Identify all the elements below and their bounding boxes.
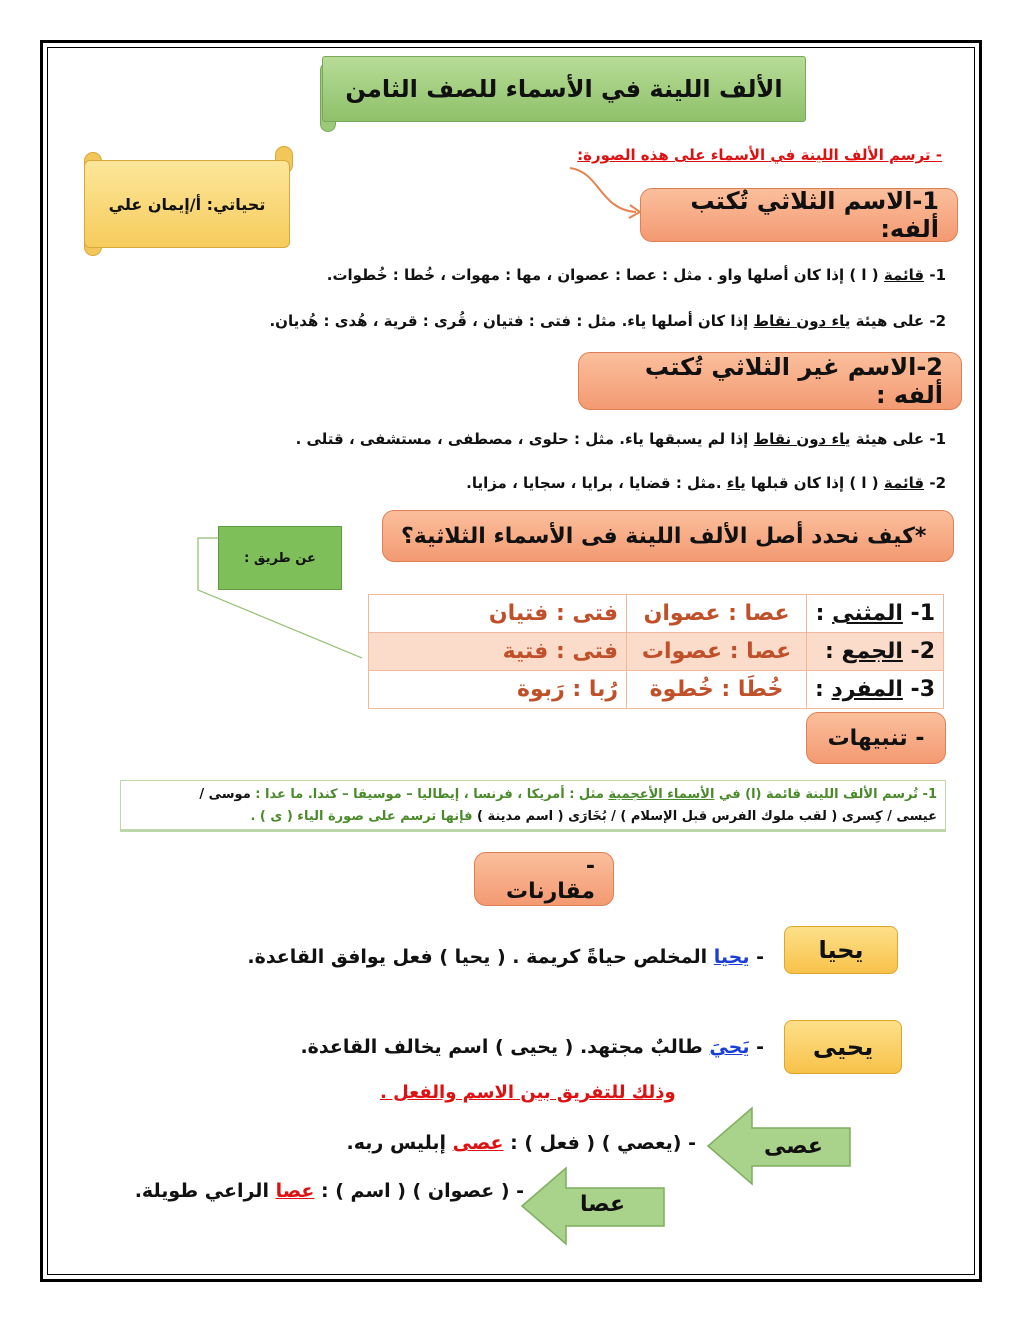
section1-rule2: 2- على هيئة ياء دون نقاط إذا كان أصلها ياء. مثل : فتى : فتيان ، قُرى : قرية ، هُدى : هُديان. xyxy=(269,312,946,330)
table-row: 3- المفرد : خُطَا : خُطوة رُبا : رَبوة xyxy=(369,671,944,709)
section1-heading: 1-الاسم الثلاثي تُكتب ألفه: xyxy=(640,188,958,242)
notes-line2: عيسى / كِسرى ( لقب ملوك الفرس قبل الإسلام ) / بُخَارَى ( اسم مدينة ) فإنها ترسم على صورة الياء ( ى ) . xyxy=(250,809,937,824)
word-box-yahya-noun: يحيى xyxy=(784,1020,902,1074)
teacher-name: تحياتي: أ/إيمان علي xyxy=(84,160,290,248)
side-note: عن طريق : xyxy=(218,526,342,590)
intro-note: - ترسم الألف اللينة في الأسماء على هذه الصورة: xyxy=(577,146,942,164)
section2-rule1: 1- على هيئة ياء دون نقاط إذا لم يسبقها ياء. مثل : حلوى ، مصطفى ، مستشفى ، قتلى . xyxy=(295,430,946,448)
notes-box xyxy=(120,780,946,832)
table-row: 1- المثنى : عصا : عصوان فتى : فتيان xyxy=(369,595,944,633)
curved-arrow-icon xyxy=(560,162,650,222)
section3-heading: *كيف نحدد أصل الألف اللينة فى الأسماء الثلاثية؟ xyxy=(382,510,954,562)
section2-heading: 2-الاسم غير الثلاثي تُكتب ألفه : xyxy=(578,352,962,410)
sentence-asa-verb: - (يعصي ) ( فعل ) : عصى إبليس ربه. xyxy=(346,1132,696,1154)
sentence-noun: - يَحيَ طالبٌ مجتهد. ( يحيى ) اسم يخالف القاعدة. xyxy=(300,1036,764,1058)
sentence-asa-noun: - ( عصوان ) ( اسم ) : عصا الراعي طويلة. xyxy=(134,1180,524,1202)
comparisons-heading: - مقارنات xyxy=(474,852,614,906)
arrow-label-verb: عصى xyxy=(764,1134,823,1159)
conclusion-text: وذلك للتفريق بين الاسم والفعل . xyxy=(380,1082,676,1103)
origin-table xyxy=(368,594,944,709)
arrow-label-noun: عصا xyxy=(580,1192,625,1217)
section1-rule1: 1- قائمة ( ا ) إذا كان أصلها واو . مثل : عصا : عصوان ، مها : مهوات ، خُطا : خُطوات. xyxy=(326,266,946,284)
section2-rule2: 2- قائمة ( ا ) إذا كان قبلها ياء .مثل : قضايا ، برايا ، سجايا ، مزايا. xyxy=(466,474,946,492)
word-box-yahya-verb: يحيا xyxy=(784,926,898,974)
sentence-verb: - يحيا المخلص حياةً كريمة . ( يحيا ) فعل يوافق القاعدة. xyxy=(247,946,764,968)
table-row: 2- الجمع : عصا : عصوات فتى : فتية xyxy=(369,633,944,671)
notes-line1: 1- تُرسم الألف اللينة قائمة (ا) في الأسماء الأعجمية مثل : أمريكا ، فرنسا ، إيطاليا – موسيقا – كندا. ما عدا : موسى / xyxy=(199,787,937,802)
page-title: الألف اللينة في الأسماء للصف الثامن xyxy=(322,56,806,122)
notes-heading: - تنبيهات xyxy=(806,712,946,764)
connector-line xyxy=(196,536,366,660)
